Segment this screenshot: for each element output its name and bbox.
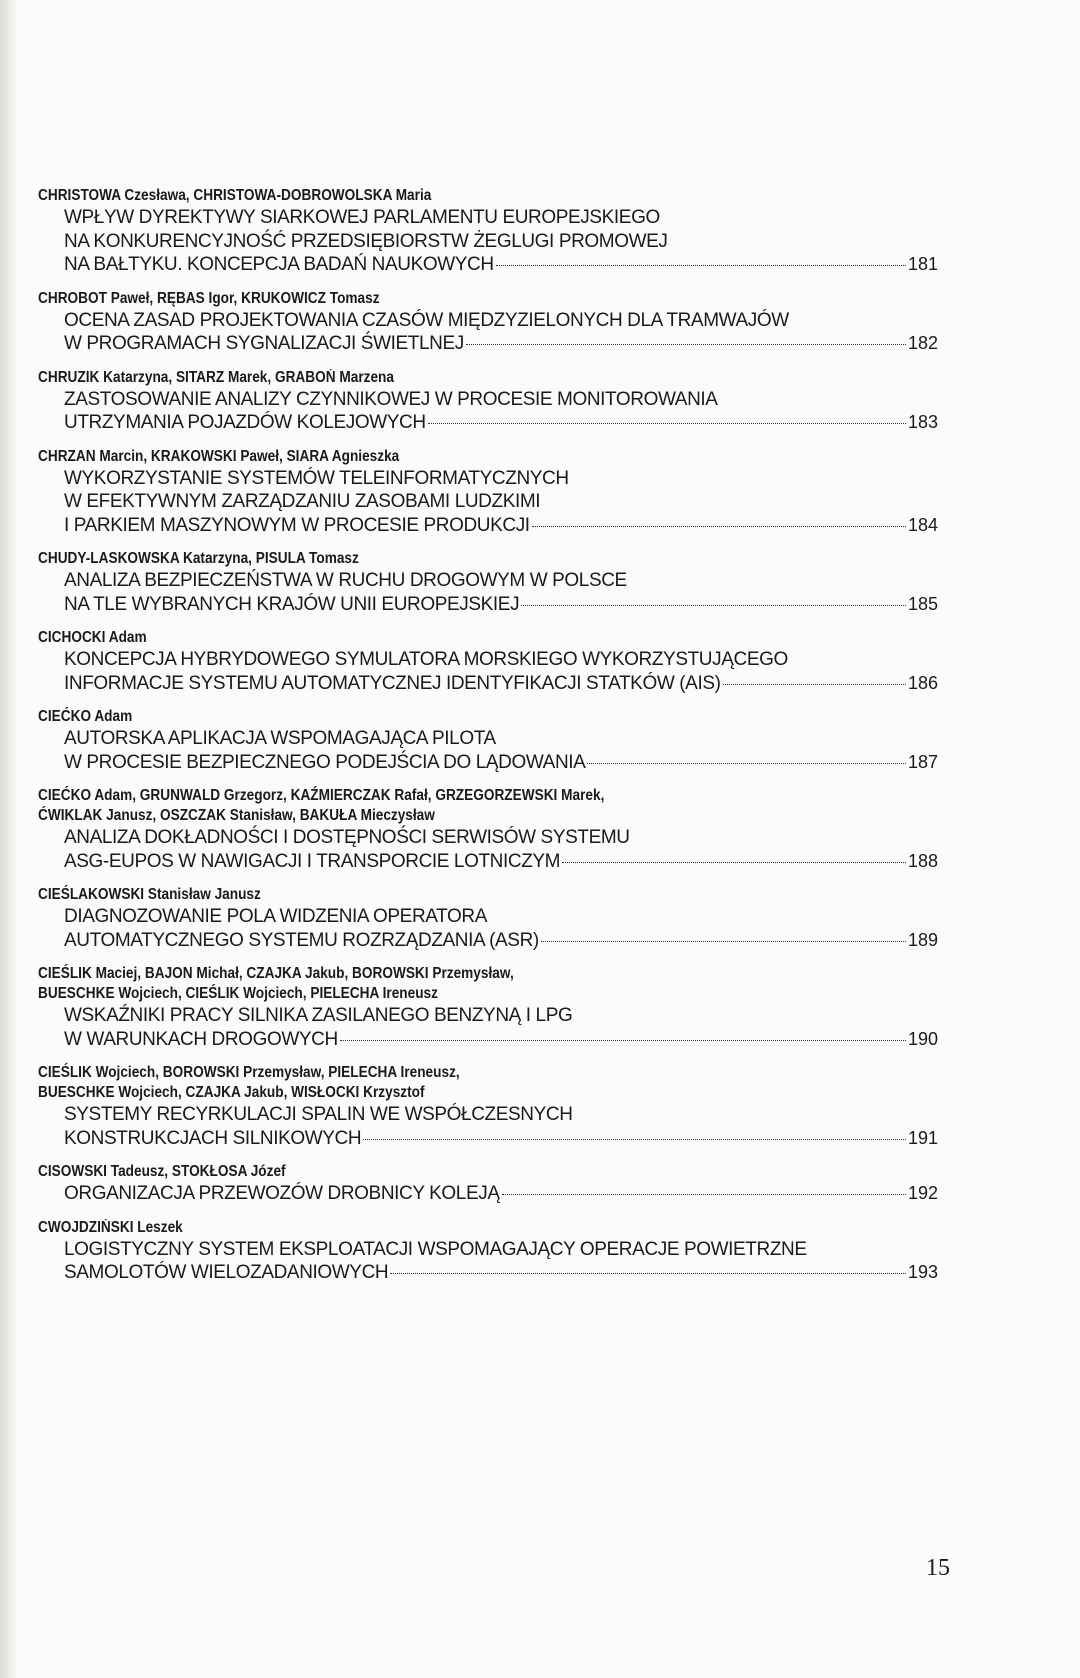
entry-title xyxy=(38,727,938,774)
page-number: 15 xyxy=(926,1555,950,1581)
entry-title-line: LOGISTYCZNY SYSTEM EKSPLOATACJI WSPOMAGAJĄCY OPERACJE POWIETRZNE xyxy=(64,1238,807,1260)
toc-entry xyxy=(38,628,938,695)
entry-page-number: 186 xyxy=(907,672,938,693)
entry-title-line: AUTORSKA APLIKACJA WSPOMAGAJĄCA PILOTA xyxy=(64,728,496,749)
entry-title xyxy=(38,569,938,616)
entry-title xyxy=(38,1004,938,1051)
entry-title-line: WYKORZYSTANIE SYSTEMÓW TELEINFORMATYCZNYCH xyxy=(64,467,569,489)
entry-title-text: NA TLE WYBRANYCH KRAJÓW UNII EUROPEJSKIEJ xyxy=(64,593,520,615)
entry-page-number: 182 xyxy=(907,333,938,353)
dot-leader xyxy=(428,423,906,424)
entry-title-line: NA KONKURENCYJNOŚĆ PRZEDSIĘBIORSTW ŻEGLUGI PROMOWEJ xyxy=(64,230,668,252)
entry-title-last-line xyxy=(64,1182,938,1206)
entry-title xyxy=(38,905,938,952)
entry-title-text: W WARUNKACH DROGOWYCH xyxy=(64,1028,338,1050)
entry-title-last-line xyxy=(64,751,938,775)
dot-leader xyxy=(390,1273,906,1274)
entry-title-line: KONCEPCJA HYBRYDOWEGO SYMULATORA MORSKIEGO WYKORZYSTUJĄCEGO xyxy=(64,649,788,670)
entry-title xyxy=(38,467,938,538)
entry-authors: CICHOCKI Adam xyxy=(38,629,147,646)
toc-entry xyxy=(38,786,938,873)
entry-title-text: UTRZYMANIA POJAZDÓW KOLEJOWYCH xyxy=(64,412,426,433)
entry-title-last-line xyxy=(64,1261,938,1285)
dot-leader xyxy=(521,605,906,606)
dot-leader xyxy=(502,1194,906,1195)
toc-entry xyxy=(38,447,938,538)
entry-page-number: 188 xyxy=(907,850,938,871)
toc-entry xyxy=(38,1063,938,1150)
entry-authors: CIEĆKO Adam xyxy=(38,708,133,725)
dot-leader xyxy=(340,1040,906,1041)
entry-title-last-line xyxy=(64,1028,938,1052)
entry-title xyxy=(38,648,938,695)
entry-authors: CIEŚLIK Wojciech, BOROWSKI Przemysław, PIELECHA Ireneusz, xyxy=(38,1064,460,1081)
entry-title-line: SYSTEMY RECYRKULACJI SPALIN WE WSPÓŁCZESNYCH xyxy=(64,1104,573,1125)
entry-title-text: INFORMACJE SYSTEMU AUTOMATYCZNEJ IDENTYFIKACJI STATKÓW (AIS) xyxy=(64,672,721,694)
toc-entry xyxy=(38,186,938,277)
toc-entry xyxy=(38,289,938,356)
entry-title xyxy=(38,826,938,873)
dot-leader xyxy=(466,344,906,345)
toc-entry xyxy=(38,549,938,616)
entry-page-number: 190 xyxy=(907,1028,938,1049)
entry-title-text: NA BAŁTYKU. KONCEPCJA BADAŃ NAUKOWYCH xyxy=(64,254,494,275)
entry-title-last-line xyxy=(64,332,938,356)
entry-page-number: 184 xyxy=(907,514,938,535)
page-edge-shadow xyxy=(0,0,18,1678)
entry-title-last-line xyxy=(64,929,938,953)
entry-title-line: DIAGNOZOWANIE POLA WIDZENIA OPERATORA xyxy=(64,906,487,927)
entry-title-text: W PROCESIE BEZPIECZNEGO PODEJŚCIA DO LĄDOWANIA xyxy=(64,751,586,773)
dot-leader xyxy=(541,941,906,942)
entry-title-line: ZASTOSOWANIE ANALIZY CZYNNIKOWEJ W PROCESIE MONITOROWANIA xyxy=(64,388,718,410)
table-of-contents xyxy=(38,186,938,1297)
entry-page-number: 189 xyxy=(907,929,938,950)
entry-title-last-line xyxy=(64,672,938,696)
dot-leader xyxy=(562,862,906,863)
entry-page-number: 193 xyxy=(907,1262,938,1282)
entry-title-text: W PROGRAMACH SYGNALIZACJI ŚWIETLNEJ xyxy=(64,333,464,354)
entry-page-number: 191 xyxy=(907,1127,938,1148)
dot-leader xyxy=(363,1139,906,1140)
entry-title xyxy=(38,388,938,435)
toc-entry xyxy=(38,368,938,435)
entry-title-line: ANALIZA BEZPIECZEŃSTWA W RUCHU DROGOWYM W POLSCE xyxy=(64,570,627,591)
entry-authors: CWOJDZIŃSKI Leszek xyxy=(38,1218,183,1236)
entry-title-last-line xyxy=(64,411,938,435)
toc-entry xyxy=(38,1162,938,1206)
dot-leader xyxy=(587,763,906,764)
entry-title xyxy=(38,1103,938,1150)
entry-title-line: W EFEKTYWNYM ZARZĄDZANIU ZASOBAMI LUDZKIMI xyxy=(64,491,541,512)
entry-page-number: 187 xyxy=(907,751,938,772)
toc-entry xyxy=(38,707,938,774)
entry-authors: CHROBOT Paweł, RĘBAS Igor, KRUKOWICZ Tomasz xyxy=(38,289,380,307)
entry-title-text: KONSTRUKCJACH SILNIKOWYCH xyxy=(64,1127,362,1149)
entry-title-last-line xyxy=(64,593,938,617)
entry-title xyxy=(38,1182,938,1206)
entry-title-text: ASG-EUPOS W NAWIGACJI I TRANSPORCIE LOTNICZYM xyxy=(64,850,561,872)
entry-title-last-line xyxy=(64,850,938,874)
entry-authors: CIEĆKO Adam, GRUNWALD Grzegorz, KAŹMIERCZAK Rafał, GRZEGORZEWSKI Marek, xyxy=(38,787,605,804)
entry-title-last-line xyxy=(64,253,938,277)
dot-leader xyxy=(496,265,906,266)
entry-title xyxy=(38,206,938,277)
entry-title-text: I PARKIEM MASZYNOWYM W PROCESIE PRODUKCJI xyxy=(64,514,530,536)
toc-entry xyxy=(38,964,938,1051)
entry-authors: BUESCHKE Wojciech, CIEŚLIK Wojciech, PIELECHA Ireneusz xyxy=(38,985,438,1002)
toc-entry xyxy=(38,1218,938,1285)
entry-title-text: ORGANIZACJA PRZEWOZÓW DROBNICY KOLEJĄ xyxy=(64,1183,500,1204)
entry-authors: CIEŚLAKOWSKI Stanisław Janusz xyxy=(38,886,261,903)
entry-title-last-line xyxy=(64,1127,938,1151)
dot-leader xyxy=(723,684,906,685)
entry-page-number: 181 xyxy=(907,254,938,274)
entry-authors: BUESCHKE Wojciech, CZAJKA Jakub, WISŁOCKI Krzysztof xyxy=(38,1084,425,1101)
toc-entry xyxy=(38,885,938,952)
dot-leader xyxy=(532,526,906,527)
entry-authors: CHUDY-LASKOWSKA Katarzyna, PISULA Tomasz xyxy=(38,550,359,567)
entry-title-last-line xyxy=(64,514,938,538)
entry-title-text: AUTOMATYCZNEGO SYSTEMU ROZRZĄDZANIA (ASR) xyxy=(64,929,539,951)
entry-title xyxy=(38,309,938,356)
entry-authors: CHRISTOWA Czesława, CHRISTOWA-DOBROWOLSKA Maria xyxy=(38,187,432,204)
entry-authors: CHRZAN Marcin, KRAKOWSKI Paweł, SIARA Agnieszka xyxy=(38,447,400,465)
entry-authors: CHRUZIK Katarzyna, SITARZ Marek, GRABOŃ Marzena xyxy=(38,368,394,386)
entry-title-line: WSKAŹNIKI PRACY SILNIKA ZASILANEGO BENZYNĄ I LPG xyxy=(64,1005,573,1026)
entry-authors: CISOWSKI Tadeusz, STOKŁOSA Józef xyxy=(38,1163,286,1180)
entry-title xyxy=(38,1238,938,1285)
entry-authors: CIEŚLIK Maciej, BAJON Michał, CZAJKA Jakub, BOROWSKI Przemysław, xyxy=(38,965,514,982)
entry-page-number: 183 xyxy=(907,412,938,432)
entry-page-number: 185 xyxy=(907,593,938,614)
entry-title-text: SAMOLOTÓW WIELOZADANIOWYCH xyxy=(64,1262,389,1283)
entry-title-line: WPŁYW DYREKTYWY SIARKOWEJ PARLAMENTU EUROPEJSKIEGO xyxy=(64,207,660,228)
entry-page-number: 192 xyxy=(907,1183,938,1203)
entry-authors: ĆWIKLAK Janusz, OSZCZAK Stanisław, BAKUŁA Mieczysław xyxy=(38,807,435,824)
entry-title-line: ANALIZA DOKŁADNOŚCI I DOSTĘPNOŚCI SERWISÓW SYSTEMU xyxy=(64,827,630,848)
entry-title-line: OCENA ZASAD PROJEKTOWANIA CZASÓW MIĘDZYZIELONYCH DLA TRAMWAJÓW xyxy=(64,309,789,331)
